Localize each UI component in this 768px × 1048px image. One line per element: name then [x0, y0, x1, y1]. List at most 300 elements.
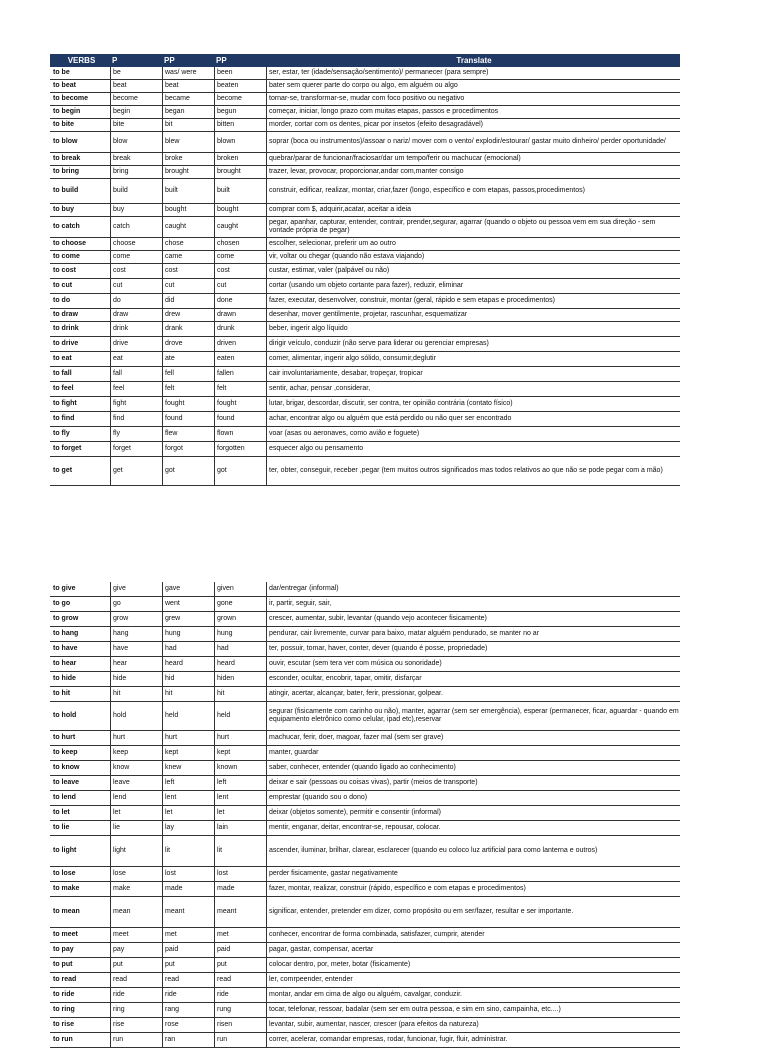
header-past-participle-2: PP: [216, 56, 227, 65]
past-cell: forget: [110, 442, 162, 456]
past-cell: hide: [110, 672, 162, 686]
past-participle-cell-2: held: [214, 702, 266, 730]
table-row: [50, 412, 680, 427]
translation-cell: fazer, montar, realizar, construir (rápido, específico e com etapas e procedimentos): [266, 882, 680, 896]
past-cell: bite: [110, 119, 162, 131]
table-row: [50, 657, 680, 672]
past-participle-cell-2: hung: [214, 627, 266, 641]
table-row: [50, 1018, 680, 1033]
past-participle-cell: fought: [162, 397, 214, 411]
past-participle-cell: gave: [162, 582, 214, 596]
past-participle-cell: rang: [162, 1003, 214, 1017]
past-participle-cell: ate: [162, 352, 214, 366]
past-cell: feel: [110, 382, 162, 396]
table-row: [50, 702, 680, 731]
past-participle-cell-2: hiden: [214, 672, 266, 686]
past-participle-cell-2: let: [214, 806, 266, 820]
verbs-table-2: [50, 582, 680, 1048]
verb-cell: to grow: [53, 615, 79, 622]
table-row: [50, 322, 680, 337]
table-row: [50, 93, 680, 106]
past-participle-cell-2: lit: [214, 836, 266, 866]
translation-cell: bater sem querer parte do corpo ou algo, em alguém ou algo: [266, 80, 680, 92]
translation-cell: construir, edificar, realizar, montar, criar,fazer (longo, específico e com etapas, passos,procedimentos): [266, 179, 680, 203]
header-translate: Translate: [456, 56, 492, 65]
translation-cell: vir, voltar ou chegar (quando não estava viajando): [266, 251, 680, 263]
past-cell: read: [110, 973, 162, 987]
past-cell: ring: [110, 1003, 162, 1017]
verb-cell: to forget: [53, 445, 82, 452]
verb-cell: to rise: [53, 1021, 75, 1028]
translation-cell: ouvir, escutar (sem tera ver com música ou sonoridade): [266, 657, 680, 671]
past-participle-cell: hurt: [162, 731, 214, 745]
past-participle-cell: flew: [162, 427, 214, 441]
past-participle-cell: put: [162, 958, 214, 972]
past-cell: let: [110, 806, 162, 820]
table-row: [50, 1003, 680, 1018]
table-row: [50, 367, 680, 382]
past-participle-cell: bit: [162, 119, 214, 131]
table-row: [50, 1033, 680, 1048]
past-participle-cell: lit: [162, 836, 214, 866]
translation-cell: comer, alimentar, ingerir algo sólido, consumir,deglutir: [266, 352, 680, 366]
past-participle-cell-2: gone: [214, 597, 266, 611]
past-cell: hurt: [110, 731, 162, 745]
past-participle-cell-2: forgotten: [214, 442, 266, 456]
translation-cell: achar, encontrar algo ou alguém que está perdido ou não quer ser encontrado: [266, 412, 680, 426]
table-row: [50, 836, 680, 867]
past-cell: come: [110, 251, 162, 263]
past-cell: buy: [110, 204, 162, 216]
translation-cell: pagar, gastar, compensar, acertar: [266, 943, 680, 957]
past-participle-cell: became: [162, 93, 214, 105]
translation-cell: voar (asas ou aeronaves, como avião e foguete): [266, 427, 680, 441]
table-row: [50, 791, 680, 806]
past-participle-cell: chose: [162, 238, 214, 250]
past-participle-cell: was/ were: [162, 67, 214, 79]
past-participle-cell-2: blown: [214, 132, 266, 152]
translation-cell: começar, iniciar, longo prazo com muitas etapas, passos e procedimentos: [266, 106, 680, 118]
past-participle-cell: ride: [162, 988, 214, 1002]
verb-cell: to drink: [53, 325, 79, 332]
past-cell: light: [110, 836, 162, 866]
table-row: [50, 309, 680, 322]
translation-cell: custar, estimar, valer (palpável ou não): [266, 264, 680, 278]
verb-cell: to go: [53, 600, 71, 607]
table-row: [50, 166, 680, 179]
past-participle-cell-2: done: [214, 294, 266, 308]
past-cell: hit: [110, 687, 162, 701]
table-row: [50, 746, 680, 761]
past-participle-cell: knew: [162, 761, 214, 775]
past-cell: meet: [110, 928, 162, 942]
past-participle-cell-2: run: [214, 1033, 266, 1047]
verb-cell: to bring: [53, 168, 80, 175]
past-participle-cell-2: built: [214, 179, 266, 203]
table-row: [50, 119, 680, 132]
past-cell: lie: [110, 821, 162, 835]
table-row: [50, 582, 680, 597]
translation-cell: mentir, enganar, deitar, encontrar-se, repousar, colocar.: [266, 821, 680, 835]
past-cell: blow: [110, 132, 162, 152]
past-participle-cell-2: beaten: [214, 80, 266, 92]
past-participle-cell-2: paid: [214, 943, 266, 957]
table-header: [50, 54, 680, 67]
past-participle-cell-2: made: [214, 882, 266, 896]
translation-cell: significar, entender, pretender em dizer, como propósito ou em ser/fazer, resultar e ser importante.: [266, 897, 680, 927]
past-participle-cell: had: [162, 642, 214, 656]
past-participle-cell: heard: [162, 657, 214, 671]
translation-cell: perder fisicamente, gastar negativamente: [266, 867, 680, 881]
table-row: [50, 731, 680, 746]
translation-cell: ascender, iluminar, brilhar, clarear, esclarecer (quando eu coloco luz artificial para como lanterna e outros): [266, 836, 680, 866]
table-row: [50, 882, 680, 897]
past-cell: make: [110, 882, 162, 896]
past-participle-cell-2: fallen: [214, 367, 266, 381]
table-row: [50, 928, 680, 943]
past-participle-cell: held: [162, 702, 214, 730]
verb-cell: to let: [53, 809, 70, 816]
past-participle-cell: hid: [162, 672, 214, 686]
past-cell: grow: [110, 612, 162, 626]
verb-cell: to mean: [53, 908, 80, 915]
table-row: [50, 612, 680, 627]
past-cell: lose: [110, 867, 162, 881]
past-participle-cell: left: [162, 776, 214, 790]
past-participle-cell: forgot: [162, 442, 214, 456]
past-cell: keep: [110, 746, 162, 760]
past-cell: have: [110, 642, 162, 656]
past-participle-cell-2: found: [214, 412, 266, 426]
past-participle-cell: did: [162, 294, 214, 308]
verb-cell: to drive: [53, 340, 79, 347]
past-cell: bring: [110, 166, 162, 178]
verb-cell: to build: [53, 187, 79, 194]
verb-cell: to be: [53, 69, 70, 76]
table-row: [50, 457, 680, 486]
past-participle-cell: paid: [162, 943, 214, 957]
past-cell: fly: [110, 427, 162, 441]
table-row: [50, 943, 680, 958]
header-past: P: [112, 56, 118, 65]
translation-cell: levantar, subir, aumentar, nascer, crescer (para efeitos da natureza): [266, 1018, 680, 1032]
translation-cell: conhecer, encontrar de forma combinada, satisfazer, cumprir, atender: [266, 928, 680, 942]
past-cell: mean: [110, 897, 162, 927]
table-row: [50, 821, 680, 836]
past-participle-cell-2: broken: [214, 153, 266, 165]
translation-cell: pegar, apanhar, capturar, entender, contrair, prender,segurar, agarrar (quando o objeto ou pessoa vem em sua direção - sem vontade própria de pegar): [266, 217, 680, 237]
verb-cell: to pay: [53, 946, 74, 953]
verb-cell: to hit: [53, 690, 71, 697]
verb-cell: to become: [53, 95, 89, 102]
past-cell: hang: [110, 627, 162, 641]
translation-cell: segurar (fisicamente com carinho ou não), manter, agarrar (sem ser emergência), esperar (permanecer, ficar, aguardar - quando em equipamento eletrônico como celular, ipad etc),reservar: [266, 702, 680, 730]
verb-cell: to lend: [53, 794, 76, 801]
past-cell: drive: [110, 337, 162, 351]
past-participle-cell-2: brought: [214, 166, 266, 178]
translation-cell: cair involuntariamente, desabar, tropeçar, tropicar: [266, 367, 680, 381]
past-participle-cell: met: [162, 928, 214, 942]
table-row: [50, 179, 680, 204]
translation-cell: quebrar/parar de funcionar/fraciosar/dar um tempo/ferir ou machucar (emocional): [266, 153, 680, 165]
translation-cell: morder, cortar com os dentes, picar por insetos (efeito desagradável): [266, 119, 680, 131]
verb-cell: to cost: [53, 267, 76, 274]
table-row: [50, 642, 680, 657]
past-cell: get: [110, 457, 162, 485]
past-participle-cell-2: hit: [214, 687, 266, 701]
verb-cell: to run: [53, 1036, 73, 1043]
translation-cell: comprar com $, adquirir,acatar, aceitar a ideia: [266, 204, 680, 216]
verb-cell: to blow: [53, 138, 78, 145]
table-row: [50, 238, 680, 251]
past-participle-cell-2: drawn: [214, 309, 266, 321]
past-participle-cell: began: [162, 106, 214, 118]
past-participle-cell: grew: [162, 612, 214, 626]
table-row: [50, 427, 680, 442]
past-participle-cell: meant: [162, 897, 214, 927]
verb-cell: to lie: [53, 824, 70, 831]
translation-cell: cortar (usando um objeto cortante para fazer), reduzir, eliminar: [266, 279, 680, 293]
table-row: [50, 294, 680, 309]
translation-cell: lutar, brigar, descordar, discutir, ser contra, ter opinião contrária (contato físico): [266, 397, 680, 411]
past-cell: hold: [110, 702, 162, 730]
table-row: [50, 867, 680, 882]
translation-cell: machucar, ferir, doer, magoar, fazer mal (sem ser grave): [266, 731, 680, 745]
verb-cell: to leave: [53, 779, 80, 786]
table-row: [50, 264, 680, 279]
verb-cell: to choose: [53, 240, 87, 247]
past-participle-cell: bought: [162, 204, 214, 216]
verb-cell: to have: [53, 645, 78, 652]
past-cell: begin: [110, 106, 162, 118]
past-participle-cell-2: had: [214, 642, 266, 656]
past-participle-cell-2: rung: [214, 1003, 266, 1017]
translation-cell: ter, obter, conseguir, receber ,pegar (tem muitos outros significados mas todos relativos ao que não se pode pegar com a mão): [266, 457, 680, 485]
table-row: [50, 204, 680, 217]
past-cell: become: [110, 93, 162, 105]
translation-cell: beber, ingerir algo líquido: [266, 322, 680, 336]
past-participle-cell: blew: [162, 132, 214, 152]
table-row: [50, 217, 680, 238]
past-participle-cell-2: cut: [214, 279, 266, 293]
verb-cell: to come: [53, 253, 80, 260]
past-participle-cell-2: kept: [214, 746, 266, 760]
verb-cell: to get: [53, 467, 73, 474]
translation-cell: correr, acelerar, comandar empresas, rodar, funcionar, fugir, fluir, administrar.: [266, 1033, 680, 1047]
past-participle-cell-2: lain: [214, 821, 266, 835]
table-row: [50, 958, 680, 973]
translation-cell: montar, andar em cima de algo ou alguém, cavalgar, conduzir.: [266, 988, 680, 1002]
past-cell: leave: [110, 776, 162, 790]
past-cell: fight: [110, 397, 162, 411]
past-participle-cell: beat: [162, 80, 214, 92]
past-cell: choose: [110, 238, 162, 250]
verb-cell: to feel: [53, 385, 74, 392]
past-participle-cell-2: bitten: [214, 119, 266, 131]
past-participle-cell: brought: [162, 166, 214, 178]
verb-cell: to begin: [53, 108, 81, 115]
verb-cell: to buy: [53, 206, 74, 213]
translation-cell: soprar (boca ou instrumentos)/assoar o nariz/ mover com o vento/ explodir/estourar/ gastar muito dinheiro/ perder oportunidade/: [266, 132, 680, 152]
past-participle-cell: drank: [162, 322, 214, 336]
past-cell: be: [110, 67, 162, 79]
translation-cell: deixar (objetos somente), permitir e consentir (informal): [266, 806, 680, 820]
past-participle-cell-2: chosen: [214, 238, 266, 250]
translation-cell: deixar e sair (pessoas ou coisas vivas), partir (meios de transporte): [266, 776, 680, 790]
verbs-table-1: [50, 54, 680, 486]
past-participle-cell-2: hurt: [214, 731, 266, 745]
past-participle-cell-2: cost: [214, 264, 266, 278]
past-participle-cell: cost: [162, 264, 214, 278]
past-participle-cell-2: drunk: [214, 322, 266, 336]
past-participle-cell-2: known: [214, 761, 266, 775]
verb-cell: to light: [53, 847, 77, 854]
past-participle-cell-2: lent: [214, 791, 266, 805]
past-cell: catch: [110, 217, 162, 237]
translation-cell: ler, comrpeender, entender: [266, 973, 680, 987]
table-row: [50, 627, 680, 642]
past-participle-cell: broke: [162, 153, 214, 165]
translation-cell: fazer, executar, desenvolver, construir, montar (geral, rápido e sem etapas e procedimentos): [266, 294, 680, 308]
past-participle-cell: caught: [162, 217, 214, 237]
verb-cell: to ride: [53, 991, 75, 998]
table-row: [50, 973, 680, 988]
translation-cell: atingir, acertar, alcançar, bater, ferir, pressionar, golpear.: [266, 687, 680, 701]
table-row: [50, 897, 680, 928]
verb-cell: to hear: [53, 660, 77, 667]
table-row: [50, 442, 680, 457]
past-participle-cell: made: [162, 882, 214, 896]
table-row: [50, 106, 680, 119]
translation-cell: emprestar (quando sou o dono): [266, 791, 680, 805]
past-participle-cell: cut: [162, 279, 214, 293]
translation-cell: colocar dentro, por, meter, botar (fisicamente): [266, 958, 680, 972]
verb-cell: to cut: [53, 282, 73, 289]
past-cell: give: [110, 582, 162, 596]
header-past-participle: PP: [164, 56, 175, 65]
table-row: [50, 382, 680, 397]
table-row: [50, 597, 680, 612]
past-cell: lend: [110, 791, 162, 805]
past-participle-cell-2: come: [214, 251, 266, 263]
past-cell: run: [110, 1033, 162, 1047]
past-participle-cell-2: eaten: [214, 352, 266, 366]
translation-cell: escolher, selecionar, preferir um ao outro: [266, 238, 680, 250]
verb-cell: to fall: [53, 370, 72, 377]
verb-cell: to know: [53, 764, 80, 771]
past-participle-cell-2: driven: [214, 337, 266, 351]
past-cell: hear: [110, 657, 162, 671]
verb-cell: to ring: [53, 1006, 75, 1013]
past-cell: ride: [110, 988, 162, 1002]
verb-cell: to lose: [53, 870, 76, 877]
past-cell: drink: [110, 322, 162, 336]
verb-cell: to bite: [53, 121, 74, 128]
table-row: [50, 397, 680, 412]
translation-cell: pendurar, cair livremente, curvar para baixo, matar alguém pendurado, se manter no ar: [266, 627, 680, 641]
past-participle-cell: read: [162, 973, 214, 987]
translation-cell: sentir, achar, pensar ,considerar,: [266, 382, 680, 396]
table-row: [50, 153, 680, 166]
verb-cell: to beat: [53, 82, 76, 89]
verb-cell: to read: [53, 976, 77, 983]
table-row: [50, 988, 680, 1003]
past-cell: build: [110, 179, 162, 203]
verb-cell: to put: [53, 961, 73, 968]
verb-cell: to make: [53, 885, 80, 892]
past-participle-cell: drove: [162, 337, 214, 351]
table-row: [50, 776, 680, 791]
past-participle-cell-2: felt: [214, 382, 266, 396]
translation-cell: esconder, ocultar, encobrir, tapar, omitir, disfarçar: [266, 672, 680, 686]
verb-cell: to meet: [53, 931, 78, 938]
table-row: [50, 67, 680, 80]
past-cell: beat: [110, 80, 162, 92]
past-cell: cost: [110, 264, 162, 278]
past-participle-cell: found: [162, 412, 214, 426]
past-cell: draw: [110, 309, 162, 321]
translation-cell: esquecer algo ou pensamento: [266, 442, 680, 456]
past-participle-cell: got: [162, 457, 214, 485]
past-participle-cell: kept: [162, 746, 214, 760]
past-participle-cell: drew: [162, 309, 214, 321]
past-participle-cell: built: [162, 179, 214, 203]
verb-cell: to do: [53, 297, 71, 304]
past-participle-cell: hung: [162, 627, 214, 641]
past-participle-cell: lost: [162, 867, 214, 881]
past-cell: eat: [110, 352, 162, 366]
past-cell: know: [110, 761, 162, 775]
translation-cell: tornar-se, transformar-se, mudar com foco positivo ou negativo: [266, 93, 680, 105]
translation-cell: ir, partir, seguir, sair,: [266, 597, 680, 611]
past-participle-cell-2: begun: [214, 106, 266, 118]
past-participle-cell-2: heard: [214, 657, 266, 671]
table-row: [50, 337, 680, 352]
past-participle-cell-2: become: [214, 93, 266, 105]
past-participle-cell-2: given: [214, 582, 266, 596]
verb-cell: to hurt: [53, 734, 76, 741]
translation-cell: trazer, levar, provocar, proporcionar,andar com,manter consigo: [266, 166, 680, 178]
translation-cell: crescer, aumentar, subir, levantar (quando vejo acontecer fisicamente): [266, 612, 680, 626]
past-participle-cell: lent: [162, 791, 214, 805]
past-cell: go: [110, 597, 162, 611]
past-participle-cell: went: [162, 597, 214, 611]
verb-cell: to break: [53, 155, 81, 162]
verb-cell: to hang: [53, 630, 79, 637]
past-participle-cell-2: meant: [214, 897, 266, 927]
past-participle-cell: came: [162, 251, 214, 263]
past-cell: pay: [110, 943, 162, 957]
past-participle-cell: fell: [162, 367, 214, 381]
table-row: [50, 672, 680, 687]
past-cell: break: [110, 153, 162, 165]
past-participle-cell-2: bought: [214, 204, 266, 216]
past-participle-cell-2: been: [214, 67, 266, 79]
past-participle-cell-2: lost: [214, 867, 266, 881]
past-cell: fall: [110, 367, 162, 381]
verb-cell: to hide: [53, 675, 76, 682]
past-participle-cell: hit: [162, 687, 214, 701]
past-participle-cell-2: got: [214, 457, 266, 485]
past-cell: do: [110, 294, 162, 308]
past-participle-cell-2: fought: [214, 397, 266, 411]
translation-cell: ser, estar, ter (idade/sensação/sentimento)/ permanecer (para sempre): [266, 67, 680, 79]
past-participle-cell: let: [162, 806, 214, 820]
past-participle-cell-2: ride: [214, 988, 266, 1002]
table-row: [50, 761, 680, 776]
past-cell: put: [110, 958, 162, 972]
table-row: [50, 806, 680, 821]
